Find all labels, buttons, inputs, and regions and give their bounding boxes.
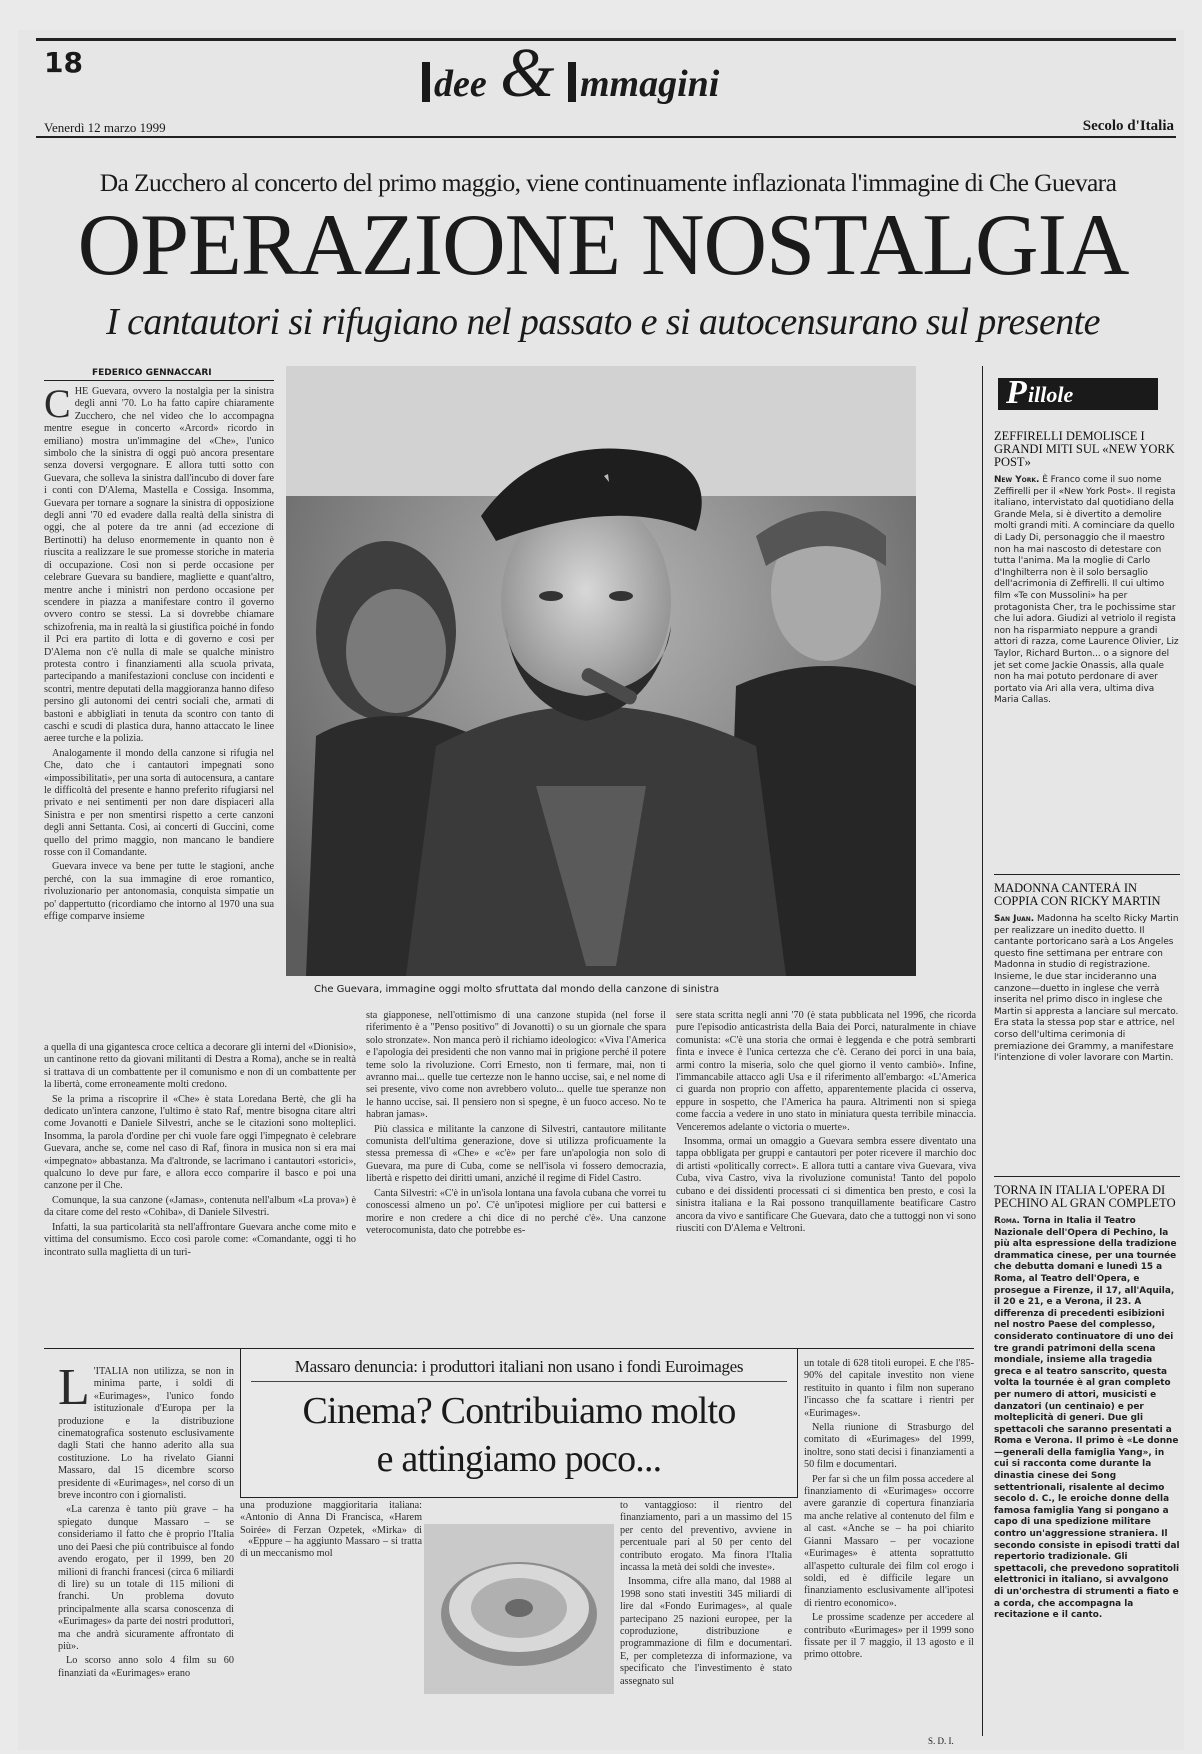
sidebar-item-city: San Juan. [994, 914, 1035, 924]
issue-date: Venerdì 12 marzo 1999 [44, 120, 166, 135]
cinema-col2-p2: «Eppure – ha aggiunto Massaro – si tratta di un meccanismo mol [240, 1536, 422, 1560]
sidebar-item-body: Torna in Italia il Teatro Nazionale dell'Opera di Pechino, la più alta espressione della tradizione drammatica cinese, per una tournée che debutta domani e lunedì 15 a Roma, al Teatro dell'Opera, e prosegue a Firenze, il 17, all'Aquila, il 20 e 21, e a Verona, il 23. A differenza di precedenti esibizioni nel nostro Paese del complesso, considerato continuatore di uno dei tre grandi patrimoni della scena mondiale, insieme alla tragedia greca e al teatro sanscrito, questa volta la tournée è al gran completo per numero di attori, musicisti e danzatori (un centinaio) e per molteplicità di generi. Due gli spettacoli che saranno presentati a Roma e Verona. Il primo è «Le donne—generali della famiglia Yang», in cui si racconta come durante la dinastia cinese dei Song settentrionali, risalente al decimo secolo d. C., le eroiche donne della famosa famiglia Yang si pongano a capo di una spedizione militare contro un'aggressione straniera. Il secondo consiste in episodi tratti dal repertorio tradizionale. Gli spettacoli, che prevedono sopratitoli elettronici in italiano, si avvalgono di un'orchestra di strumenti a fiato e a corda, che accompagna la recitazione e il canto. [994, 1216, 1180, 1621]
main-colc-p1: sere stata scritta negli anni '70 (è stata pubblicata nel 1996, che ricorda pure l'episodio anticastrista della Baia dei Porci, naturalmente in chiave comunista: «C'è una storia che ormai è leggenda e che potrà sembrarti finta e invece è l'unica certezza che c'è. Cerano dei porci in una baia, armi contro la miseria, solo che quel giorno il vento cambiò». Infine, l'immancabile attacco agli Usa e il riferimento all'embargo: «L'America ci guarda non proprio con affetto, apparentemente placida ci osserva, eppure in sospetto, che l'America ha paura. Altrimenti non si spiega come faccia a vedere in uno stato in miniatura questa terribile minaccia. Venceremos adelante o victoria o muerte». [676, 1010, 976, 1133]
cinema-col-4 [804, 1358, 974, 1734]
sidebar-item-headline: ZEFFIRELLI DEMOLISCE I GRANDI MITI SUL «NEW YORK POST» [994, 430, 1175, 469]
byline: FEDERICO GENNACCARI [92, 368, 212, 378]
main-colb-p3: Canta Silvestri: «C'è in un'isola lontana una favola cubana che vorrei tu conoscessi almeno un po'. C'è un'ipotesi migliore per cui battersi e morire e non credere a chi dice di no perché c'è». Una canzone veterocomunista, dato che potrebbe es- [366, 1187, 666, 1236]
cinema-col-1 [58, 1366, 234, 1746]
sidebar-logo [998, 374, 1158, 411]
cinema-headline-1: Cinema? Contribuiamo molto [302, 1390, 736, 1432]
article-subheadline: I cantautori si rifugiano nel passato e si autocensurano sul presente [106, 301, 1100, 343]
sidebar-divider [982, 366, 983, 1736]
cinema-col4-p1: un totale di 628 titoli europei. E che l'85-90% del capitale investito non viene restituito in quanto i film non superano l'incasso che fa scattare i rientri per «Eurimages». [804, 1358, 974, 1419]
cinema-col4-p2: Nella riunione di Strasburgo del comitato di «Eurimages» del 1999, inoltre, sono stati decisi i finanziamenti a 50 film e documentari. [804, 1422, 974, 1471]
main-colb-p2: Più classica e militante la canzone di Silvestri, cantautore militante comunista dell'ultima generazione, dove si utilizza proficuamente la stessa premessa di «Che» e «c'è» per fare un'apologia non solo di Guevara, ma pure di Cuba, come se nell'isola vi fossero democrazia, libertà e rispetto dei diritti umani, anziché il regime di Fidel Castro. [366, 1123, 666, 1185]
sidebar-item-zeffirelli [994, 430, 1180, 870]
main-cola-p3: Comunque, la sua canzone («Jamas», contenuta nell'album «La prova») è da citare come del resto «Cohiba», di Daniele Silvestri. [44, 1194, 356, 1219]
cinema-col3-p1: to vantaggioso: il rientro del finanziamento, pari a un massimo del 15 per cento del preventivo, avviene in percentuale pari al 50 per cento del contributo erogato. Ma finora l'Italia incassa la metà dei soldi che investe». [620, 1500, 792, 1574]
sidebar-item-opera [994, 1184, 1180, 1744]
cinema-col3-p2: Insomma, cifre alla mano, dal 1988 al 1998 sono stati investiti 345 miliardi di lire dal «Fondo Eurimages», al quale partecipano 25 nazioni europee, per la coproduzione, distribuzione e programmazione di film e documentari. E, per completezza di informazione, va specificato che l'investimento è stato assegnato sul [620, 1576, 792, 1687]
main-col1-p2: Analogamente il mondo della canzone si rifugia nel Che, dato che i cantautori impegnati sono «impossibilitati», per una sorta di autocensura, a cantare le difficoltà del presente e hanno preferito rifugiarsi nel privato e nei sentimenti per non dare dispiaceri alla Sinistra e per non smentirsi rispetto a certe canzoni degli anni Settanta. Così, ai concerti di Guccini, come quello del primo maggio, non mancano le bandiere rosse con il Comandante. [44, 747, 274, 859]
film-reel-photo [424, 1524, 614, 1694]
drop-cap: C [44, 386, 71, 426]
sidebar-item-body: Madonna ha scelto Ricky Martin per realizzare un inedito duetto. Il cantante portoricano sarà a Los Angeles questo fine settimana per entrare con Madonna in studio di registrazione. Insieme, le due star incideranno una canzone—duetto in inglese che verrà inserita nel primo disco in inglese che Martin si appresta a lanciare sul mercato. Era stata la stessa pop star e attrice, nel corso dell'ultima cerimonia di premiazione dei Grammy, a manifestare l'intenzione di voler lavorare con Martin. [994, 914, 1179, 1064]
cinema-col1-p3: Lo scorso anno solo 4 film su 60 finanziati da «Eurimages» erano [58, 1655, 234, 1679]
page-number: 18 [44, 46, 83, 79]
cinema-signature: S. D. I. [928, 1736, 954, 1746]
main-col1-p1: HE Guevara, ovvero la nostalgia per la sinistra degli anni '70. Lo ha fatto capire chiaramente Zucchero, che nel video che lo accompagna mentre esegue in concerto «Arcord» ricordo in emiliano) mostra un'immagine del «Che», l'unico simbolo che la sinistra di oggi può ancora presentare senza doversi vergognare. E allora tutti sotto con Guevara, che solleva la sinistra dall'incubo di dover fare i conti con D'Alema, Mastella e Cossiga. Insomma, Guevara per tornare a sognare la sinistra di opposizione degli anni '70 ed evadere dalla realtà della sinistra di oggi, che al potere da tre anni (ad eccezione di Bertinotti) ha deluso enormemente in quanto non è riuscita a realizzare le sue promesse storiche in materia di occupazione. Così non si perde occasione per celebrare Guevara su bandiere, magliette e quant'altro, mentre anche i ministri non perdono occasione per scendere in piazza a manifestare contro il governo ovvero contro se stessi. La si dovrebbe chiamare schizofrenia, ma in realtà la si giustifica poiché in fondo il Pci era partito di lotta e di governo e così per D'Alema non c'è nulla di male se qualche ministro protesta contro i finanziamenti alla scuola privata, partecipando a manifestazioni concluse con incidenti e scontri, mentre deputati della maggioranza hanno difeso persino gli autonomi dei centri sociali che, armati di bastoni e abbigliati in tenuta da scontro con tanto di caschi e scudi di plastica dura, hanno attaccato le linee aeree turche e la polizia. [44, 386, 274, 745]
byline-rule [44, 380, 274, 381]
section-bar-1 [422, 62, 430, 102]
sidebar-item-city: Roma. [994, 1216, 1020, 1226]
sidebar-rule-1 [994, 874, 1180, 875]
main-col1-p3: Guevara invece va bene per tutte le stagioni, anche perché, con la sua immagine di eroe romantico, rivoluzionario per antonomasia, conquista simpatie un po' dappertutto (ricordiamo che intorno al 1970 una sua effige comparve insieme [44, 861, 274, 923]
cinema-col2-p1: una produzione maggioritaria italiana: «Antonio di Anna Di Francisca, «Harem Soirée» di Ferzan Ozpetek, «Mirka» di [240, 1500, 422, 1536]
main-cola-p1: a quella di una gigantesca croce celtica a decorare gli interni del «Dionisio», un cantinone retto da giovani militanti di Destra a Roma), anche se in realtà si trattava di un combattente per il comunismo e non di un combattente per la libertà, come erroneamente molti credono. [44, 1042, 356, 1091]
main-cola-p2: Se la prima a riscoprire il «Che» è stata Loredana Bertè, che gli ha dedicato un'intera canzone, l'ultimo è stato Raf, mentre bisogna citare altri come Jovanotti e Daniele Silvestri, anche se le citazioni sono molteplici. Insomma, la parola d'ordine per chi vuole fare oggi l'impegnato è celebrare Guevara, anche se, come nel caso di Raf, finora in musica non si era mai «impegnato» abbastanza. Ma d'altronde, se lacrimano i cantautori «storici», qualcuno lo deve pur fare, e allora ecco comparire il basco e poi una canzone per il Che. [44, 1093, 356, 1192]
article-kicker: Da Zucchero al concerto del primo maggio, viene continuamente inflazionata l'immagine di Che Guevara [99, 168, 1117, 197]
sidebar-item-madonna [994, 882, 1180, 1172]
cinema-headline-2: e attingiamo poco... [376, 1438, 662, 1480]
main-col-1 [44, 386, 274, 1040]
main-col-c [676, 1010, 976, 1342]
main-colb-p1: sta giapponese, nell'ottimismo di una canzone stupida (nel forse il riferimento è a "Penso positivo" di Jovanotti) o su un giornale che spara solo stronzate». Non manca però il richiamo ideologico: «Viva l'America e l'apologia dei presidenti che non vanno mai in prigione perché il potere teme solo la rivoluzione. Corri Ernesto, non ti fermare, mai, non ti avranno mai... quelle tue certezze non le hanno uccise, sai, e nel nome di sei presente, vivo come non avrebbero voluto... quelle tue speranze non le hanno uccise, sai. Il pensiero non si spegne, è un fuoco acceso. No te habran jamas». [366, 1010, 666, 1121]
cinema-col-3 [620, 1500, 792, 1746]
cinema-headline-box [240, 1348, 798, 1498]
sidebar-item-city: New York. [994, 475, 1040, 485]
sidebar-item-headline: MADONNA CANTERÀ IN COPPIA CON RICKY MARTIN [994, 882, 1161, 908]
section-part2: mmagini [580, 63, 720, 105]
sidebar-logo-text: illole [1028, 382, 1074, 407]
main-cola-p4: Infatti, la sua particolarità sta nell'affrontare Guevara anche come mito e vittima del consumismo. Ecco così parole come: «Comandante, oggi ti ho incontrato sulla maglietta di un turi- [44, 1221, 356, 1258]
sidebar-logo-initial: P [1006, 374, 1027, 411]
sidebar-item-body: È Franco come il suo nome Zeffirelli per il «New York Post». Il regista italiano, intervistato dal quotidiano della Grande Mela, si è divertito a demolire molti grandi miti. A cominciare da quello di Lady Di, personaggio che il maestro non ha mai nascosto di detestare con tutta l'anima. Ma la moglie di Carlo d'Inghilterra non è il solo bersaglio dell'acrimonia di Zeffirelli. Il cui ultimo film «Te con Mussolini» ha per protagonista Cher, tra le pochissime star che lui adora. Giudizi al vetriolo il regista non ha risparmiato neppure a grandi attori di razza, come Laurence Olivier, Liz Taylor, Richard Burton... o a signore del jet set come Jackie Onassis, alla quale non ha mai potuto perdonare di aver portato via Ari alla vera, ultima diva Maria Callas. [994, 475, 1179, 706]
cinema-col-2b [240, 1536, 422, 1746]
cinema-headline-rule [251, 1381, 787, 1382]
cinema-col4-p3: Per far sì che un film possa accedere al finanziamento di «Eurimages» occorre avere garanzie di copertura finanziaria ma anche relative al contenuto del film e al cast. «Anche se – ha poi chiarito Gianni Massaro – per vocazione «Eurimages» è attenta soprattutto all'aspetto culturale dei film col erogo i soldi, ed è difficile legare un finanziamento esclusivamente all'ipotesi di rientro economico». [804, 1473, 974, 1609]
photo-caption: Che Guevara, immagine oggi molto sfruttata dal mondo della canzone di sinistra [314, 984, 720, 995]
main-col-a [44, 1042, 356, 1342]
cinema-col1-p2: «La carenza è tanto più grave – ha spiegato dunque Massaro – se consideriamo il fatto che è proprio l'Italia uno dei Paesi che più contribuisce al fondo avendo erogato, per il 1999, ben 20 milioni di franchi francesi (circa 6 miliardi di lire) su un totale di 115 milioni di franchi. Un problema dovuto principalmente alla scarsa conoscenza di «Eurimages» da parte dei nostri produttori, ma che andrà sicuramente affrontato di più». [58, 1504, 234, 1652]
main-colc-p2: Insomma, ormai un omaggio a Guevara sembra essere diventato una tappa obbligata per gruppi e cantautori per poter ricevere il marchio doc di artisti «politically correct». E allora tutti a cantare viva Guevara, viva Cuba, viva Castro, viva la rivoluzione comunista! Tanto del popolo cubano e dei dissidenti processati ci si dimentica ben presto, e così la sinistra italiana e la Rai possono tranquillamente beatificare Castro ancora da vivo e santificare Che Guevara, dato che a tuttoggi non vi sono riusciti con D'Alema e Veltroni. [676, 1136, 976, 1234]
film-reel-image [424, 1524, 614, 1694]
cinema-col1-p1: 'ITALIA non utilizza, se non in minima parte, i soldi di «Eurimages», l'unico fondo istituzionale d'Europa per la produzione e la distribuzione cinematografica sostenuto esclusivamente dagli Stati che hanno aderito alla sua costituzione. Lo ha rivelato Gianni Massaro, dal 15 dicembre scorso presidente di «Eurimages», nel corso di un breve incontro con i giornalisti. [58, 1366, 234, 1502]
article-headline: OPERAZIONE NOSTALGIA [77, 197, 1129, 294]
section-bar-2 [568, 62, 576, 102]
section-part1: dee [434, 63, 487, 105]
che-guevara-photo [286, 366, 916, 976]
cinema-col4-p4: Le prossime scadenze per accedere al contributo «Eurimages» per il 1999 sono fissate per il 7 maggio, il 13 agosto e il primo ottobre. [804, 1612, 974, 1661]
sidebar-item-headline: TORNA IN ITALIA L'OPERA DI PECHINO AL GRAN COMPLETO [994, 1184, 1176, 1210]
newspaper-page [18, 30, 1184, 1750]
cinema-drop-cap: L [58, 1366, 90, 1416]
section-title [422, 35, 822, 112]
sidebar-rule-2 [994, 1176, 1180, 1177]
publication-name: Secolo d'Italia [1082, 118, 1174, 134]
photo-image [286, 366, 916, 976]
masthead-rule [36, 136, 1176, 138]
main-col-b [366, 1010, 666, 1342]
cinema-kicker: Massaro denuncia: i produttori italiani non usano i fondi Euroimages [294, 1357, 744, 1376]
cinema-col-2 [240, 1500, 422, 1536]
section-amp: & [500, 35, 555, 112]
